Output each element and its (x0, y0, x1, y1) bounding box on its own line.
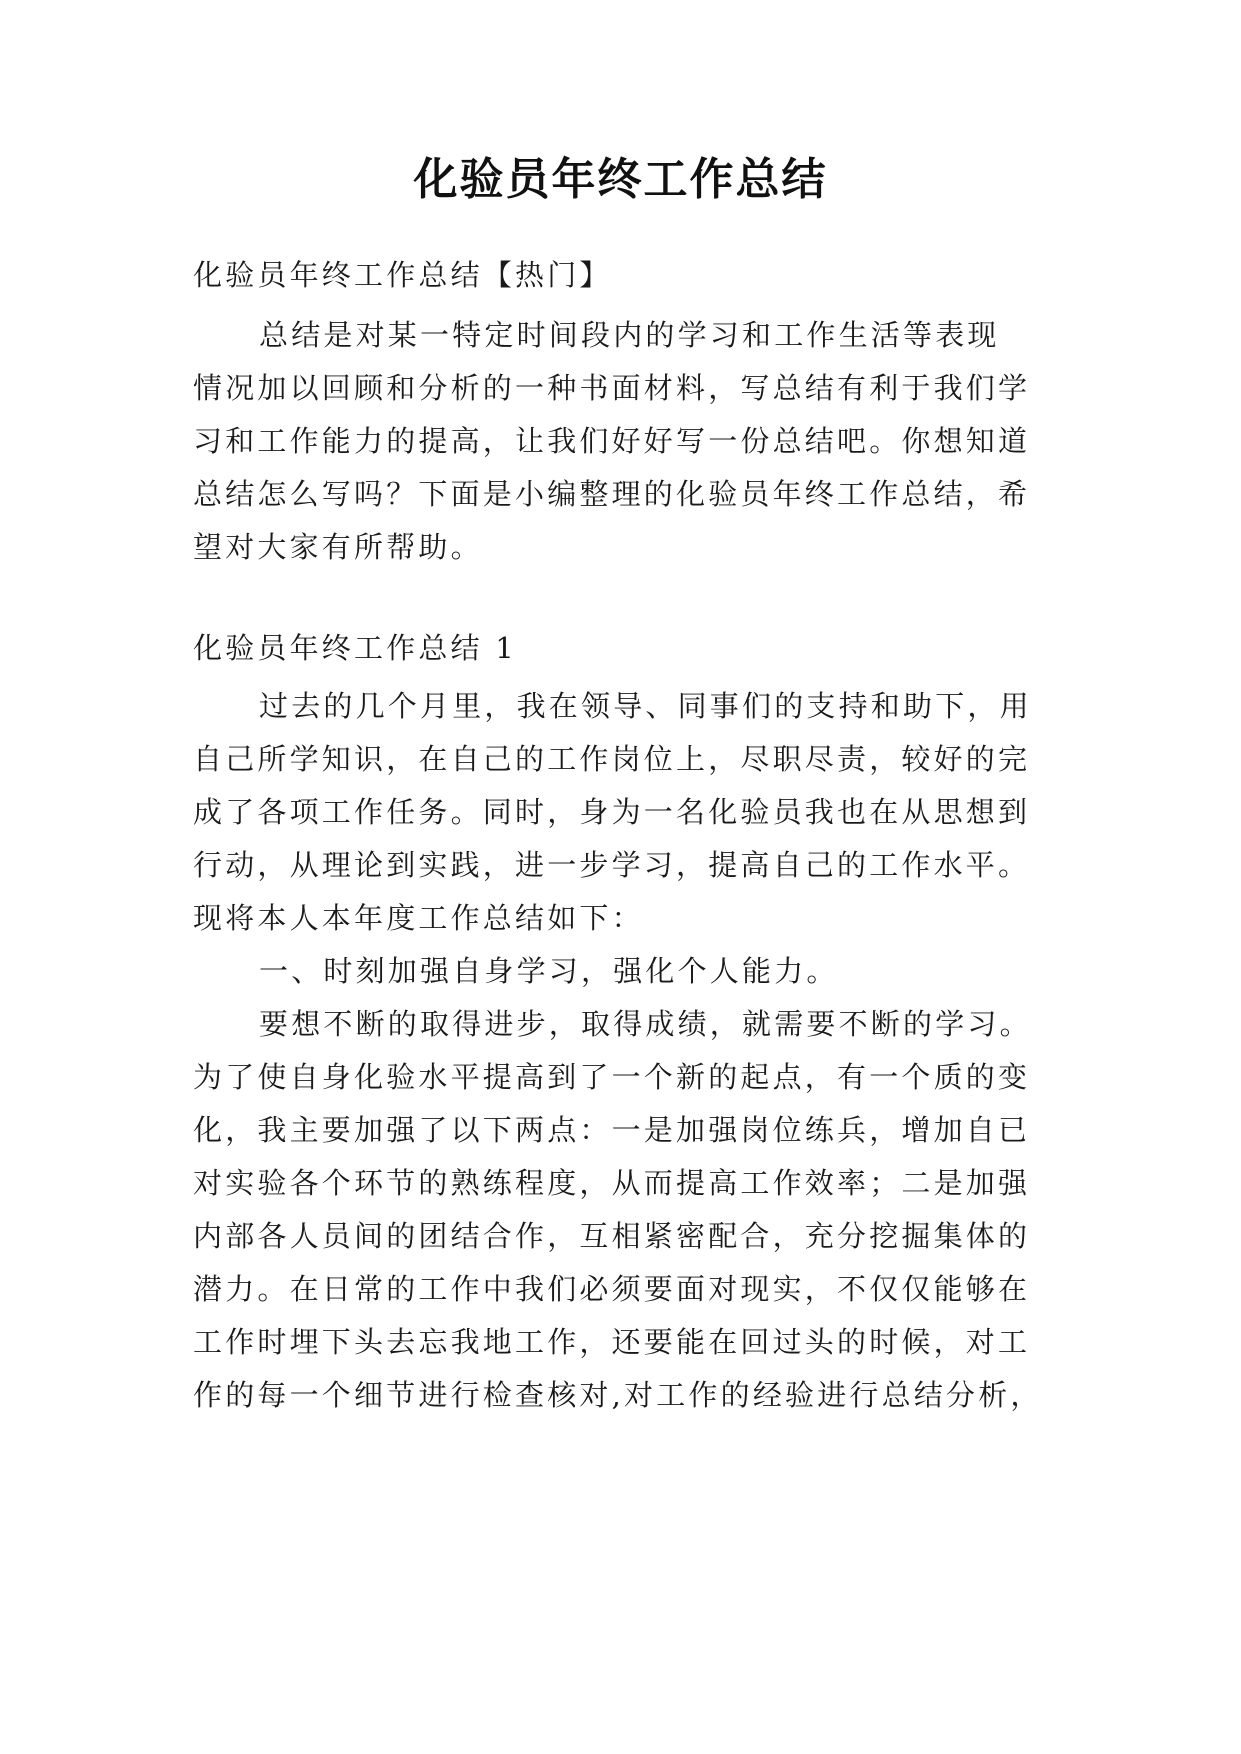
paragraph-line: 总结怎么写吗？下面是小编整理的化验员年终工作总结，希 (193, 477, 1031, 511)
paragraph-line: 工作时埋下头去忘我地工作，还要能在回过头的时候，对工 (193, 1325, 1031, 1359)
document-title: 化验员年终工作总结 (413, 154, 828, 205)
paragraph-line: 为了使自身化验水平提高到了一个新的起点，有一个质的变 (193, 1060, 1031, 1094)
paragraph-line: 潜力。在日常的工作中我们必须要面对现实，不仅仅能够在 (193, 1272, 1031, 1306)
paragraph-line: 过去的几个月里，我在领导、同事们的支持和助下，用 (259, 689, 1032, 723)
paragraph-line: 作的每一个细节进行检查核对,对工作的经验进行总结分析， (193, 1378, 1043, 1412)
paragraph-line: 内部各人员间的团结合作，互相紧密配合，充分挖掘集体的 (193, 1219, 1031, 1253)
paragraph-line: 对实验各个环节的熟练程度，从而提高工作效率；二是加强 (193, 1166, 1031, 1200)
paragraph-line: 望对大家有所帮助。 (193, 530, 483, 564)
paragraph-line: 行动，从理论到实践，进一步学习，提高自己的工作水平。 (193, 848, 1031, 882)
paragraph-line: 自己所学知识，在自己的工作岗位上，尽职尽责，较好的完 (193, 742, 1031, 776)
paragraph-line: 情况加以回顾和分析的一种书面材料，写总结有利于我们学 (193, 371, 1031, 405)
paragraph-line: 习和工作能力的提高，让我们好好写一份总结吧。你想知道 (193, 424, 1031, 458)
paragraph-line: 现将本人本年度工作总结如下： (193, 901, 644, 935)
paragraph-line: 化，我主要加强了以下两点：一是加强岗位练兵，增加自已 (193, 1113, 1031, 1147)
paragraph-line: 要想不断的取得进步，取得成绩，就需要不断的学习。 (259, 1007, 1032, 1041)
section-heading-1: 化验员年终工作总结 1 (193, 631, 517, 665)
paragraph-line: 成了各项工作任务。同时，身为一名化验员我也在从思想到 (193, 795, 1031, 829)
section-heading-intro: 化验员年终工作总结【热门】 (193, 258, 612, 292)
subheading-line: 一、时刻加强自身学习，强化个人能力。 (259, 954, 839, 988)
paragraph-line: 总结是对某一特定时间段内的学习和工作生活等表现 (259, 318, 1000, 352)
